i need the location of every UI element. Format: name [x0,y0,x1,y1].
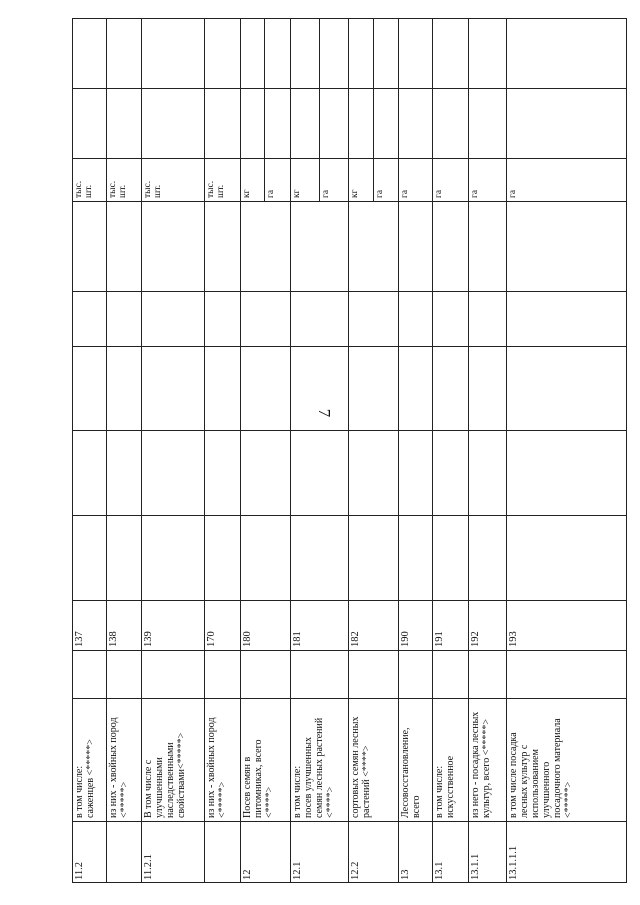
row-number: 191 [434,631,445,647]
row-code: 12.2 [350,861,361,880]
row-number: 138 [108,631,119,647]
row-unit: тыс. шт. [143,180,163,198]
row-unit: кг [242,189,252,198]
row-unit: га [375,189,385,198]
row-code: 13.1.1.1 [508,845,519,880]
row-number: 139 [143,631,154,647]
row-number: 192 [470,631,481,647]
row-unit: га [266,189,276,198]
row-number: 193 [508,631,519,647]
row-name: в том числе посадка лесных культур с использованием улучшенного посадочного материала <*****> [508,718,574,818]
row-unit: га [508,189,518,198]
row-unit: тыс. шт. [74,180,94,198]
row-name: в том числе: саженцев <*****> [74,739,96,818]
row-number: 181 [292,631,303,647]
row-number: 137 [74,631,85,647]
row-unit: кг [292,189,302,198]
page-number: 7 [315,408,334,418]
row-unit: га [470,189,480,198]
row-code: 11.2.1 [143,854,154,880]
row-name: из них - хвойных пород <*****> [206,717,228,818]
row-code: 13.1.1 [470,853,481,880]
row-unit: га [321,189,331,198]
row-number: 182 [350,631,361,647]
row-name: из них - хвойных пород <*****> [108,717,130,818]
row-unit: га [434,189,444,198]
row-code: 12.1 [292,861,303,880]
row-name: Лесовосстановление, всего [400,727,422,818]
row-number: 170 [206,631,217,647]
row-name: Посев семян в питомниках, всего <****> [242,739,275,818]
row-code: 13.1 [434,861,445,880]
row-code: 11.2 [74,862,85,880]
row-number: 180 [242,631,253,647]
row-unit: га [400,189,410,198]
row-name: сортовых семян лесных растений <****> [350,716,372,818]
row-code: 13 [400,869,411,880]
row-code: 12 [242,869,253,880]
row-name: В том числе с улучшенными наследственными свойствами<*****> [143,732,187,818]
row-unit: кг [350,189,360,198]
row-name: в том числе: искусственное [434,755,456,818]
row-unit: тыс. шт. [206,180,226,198]
row-unit: тыс. шт. [108,180,128,198]
row-name: в том числе: посев улучшенных семян лесных растений <****> [292,717,336,818]
report-table [72,18,627,883]
row-number: 190 [400,631,411,647]
row-name: из него - посадка лесных культур, всего <*****> [470,711,492,818]
